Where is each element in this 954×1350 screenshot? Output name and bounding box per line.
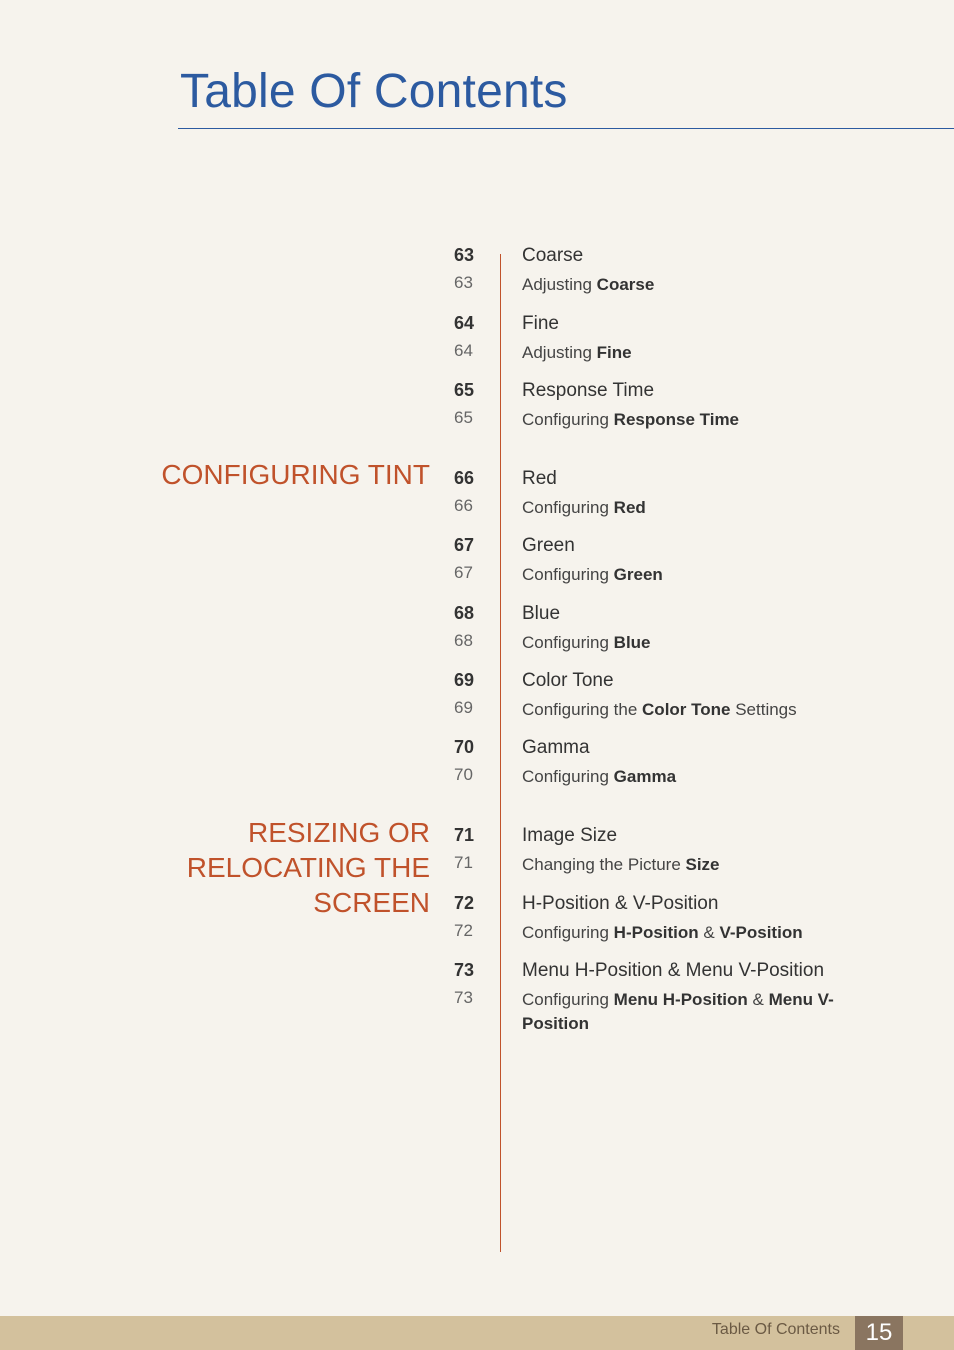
subentry-bold: V-Position	[719, 923, 803, 942]
subentry-text: Configuring	[522, 923, 614, 942]
subentry-page-number: 72	[454, 921, 473, 940]
entry-title[interactable]: Color Tone	[522, 670, 614, 691]
subentry-bold: Blue	[613, 633, 651, 652]
entry-title[interactable]: Blue	[522, 603, 561, 624]
subentry-bold: Fine	[596, 343, 632, 362]
page-number-badge: 15	[855, 1316, 903, 1350]
section-heading-line: SCREEN	[313, 887, 430, 918]
toc-divider-line	[500, 254, 501, 1252]
subentry-bold: Red	[613, 498, 646, 517]
subentry-title[interactable]	[522, 408, 852, 432]
subentry-page-number: 63	[454, 273, 473, 292]
entry-title[interactable]: Red	[522, 468, 557, 489]
subentry-page-number: 69	[454, 698, 473, 717]
subentry-text: &	[698, 923, 720, 942]
entry-page-number: 70	[454, 737, 475, 757]
entry-page-number: 65	[454, 380, 475, 400]
subentry-page-number: 73	[454, 988, 473, 1007]
subentry-bold: Color Tone	[642, 700, 731, 719]
entry-page-number: 66	[454, 468, 475, 488]
subentry-bold: Gamma	[613, 767, 677, 786]
subentry-title[interactable]	[522, 698, 852, 722]
entry-title[interactable]: Image Size	[522, 825, 618, 846]
subentry-bold: Menu V-Position	[522, 990, 834, 1033]
subentry-bold: Green	[613, 565, 663, 584]
subentry-text: Changing the Picture	[522, 855, 686, 874]
section-heading-line: RELOCATING THE	[186, 852, 430, 883]
subentry-bold: Coarse	[596, 275, 655, 294]
page-title: Table Of Contents	[180, 65, 568, 118]
entry-page-number: 64	[454, 313, 475, 333]
subentry-text: Configuring the	[522, 700, 643, 719]
subentry-text: Configuring	[522, 990, 614, 1009]
section-heading-text: CONFIGURING TINT	[161, 459, 430, 490]
subentry-bold: Menu H-Position	[613, 990, 748, 1009]
subentry-bold: Size	[685, 855, 720, 874]
footer-label: Table Of Contents	[711, 1321, 840, 1338]
subentry-text: Adjusting	[522, 343, 597, 362]
subentry-bold: H-Position	[613, 923, 699, 942]
entry-title[interactable]: Coarse	[522, 245, 584, 266]
entry-page-number: 68	[454, 603, 475, 623]
subentry-title[interactable]	[522, 563, 852, 587]
entry-page-number: 73	[454, 960, 475, 980]
section-heading-line: RESIZING OR	[247, 817, 430, 848]
subentry-text: Adjusting	[522, 275, 597, 294]
subentry-title[interactable]	[522, 273, 852, 297]
entry-page-number: 69	[454, 670, 475, 690]
subentry-text: Configuring	[522, 633, 614, 652]
entry-title[interactable]: Menu H-Position & Menu V-Position	[522, 960, 825, 981]
entry-page-number: 71	[454, 825, 475, 845]
entry-title[interactable]: Response Time	[522, 380, 655, 401]
subentry-page-number: 71	[454, 853, 473, 872]
entry-page-number: 63	[454, 245, 475, 265]
entry-title[interactable]: Fine	[522, 313, 559, 334]
subentry-text: Configuring	[522, 565, 614, 584]
entry-page-number: 67	[454, 535, 475, 555]
entry-title[interactable]: Gamma	[522, 737, 590, 758]
subentry-title[interactable]	[522, 631, 852, 655]
subentry-title[interactable]	[522, 496, 852, 520]
entry-title[interactable]: Green	[522, 535, 575, 556]
subentry-page-number: 65	[454, 408, 473, 427]
subentry-text: &	[747, 990, 769, 1009]
subentry-text: Configuring	[522, 410, 614, 429]
subentry-text: Settings	[730, 700, 797, 719]
title-rule	[178, 128, 954, 129]
subentry-page-number: 70	[454, 765, 473, 784]
subentry-text: Configuring	[522, 498, 614, 517]
subentry-title[interactable]	[522, 853, 852, 877]
subentry-page-number: 64	[454, 341, 473, 360]
section-heading-resizing[interactable]	[187, 815, 430, 920]
entry-title[interactable]: H-Position & V-Position	[522, 893, 719, 914]
subentry-title[interactable]	[522, 988, 852, 1036]
entry-page-number: 72	[454, 893, 475, 913]
subentry-page-number: 67	[454, 563, 473, 582]
subentry-page-number: 66	[454, 496, 473, 515]
subentry-title[interactable]	[522, 765, 852, 789]
section-heading-configuring-tint[interactable]	[161, 457, 430, 492]
subentry-title[interactable]	[522, 341, 852, 365]
subentry-bold: Response Time	[613, 410, 740, 429]
subentry-title[interactable]	[522, 921, 852, 945]
subentry-page-number: 68	[454, 631, 473, 650]
subentry-text: Configuring	[522, 767, 614, 786]
